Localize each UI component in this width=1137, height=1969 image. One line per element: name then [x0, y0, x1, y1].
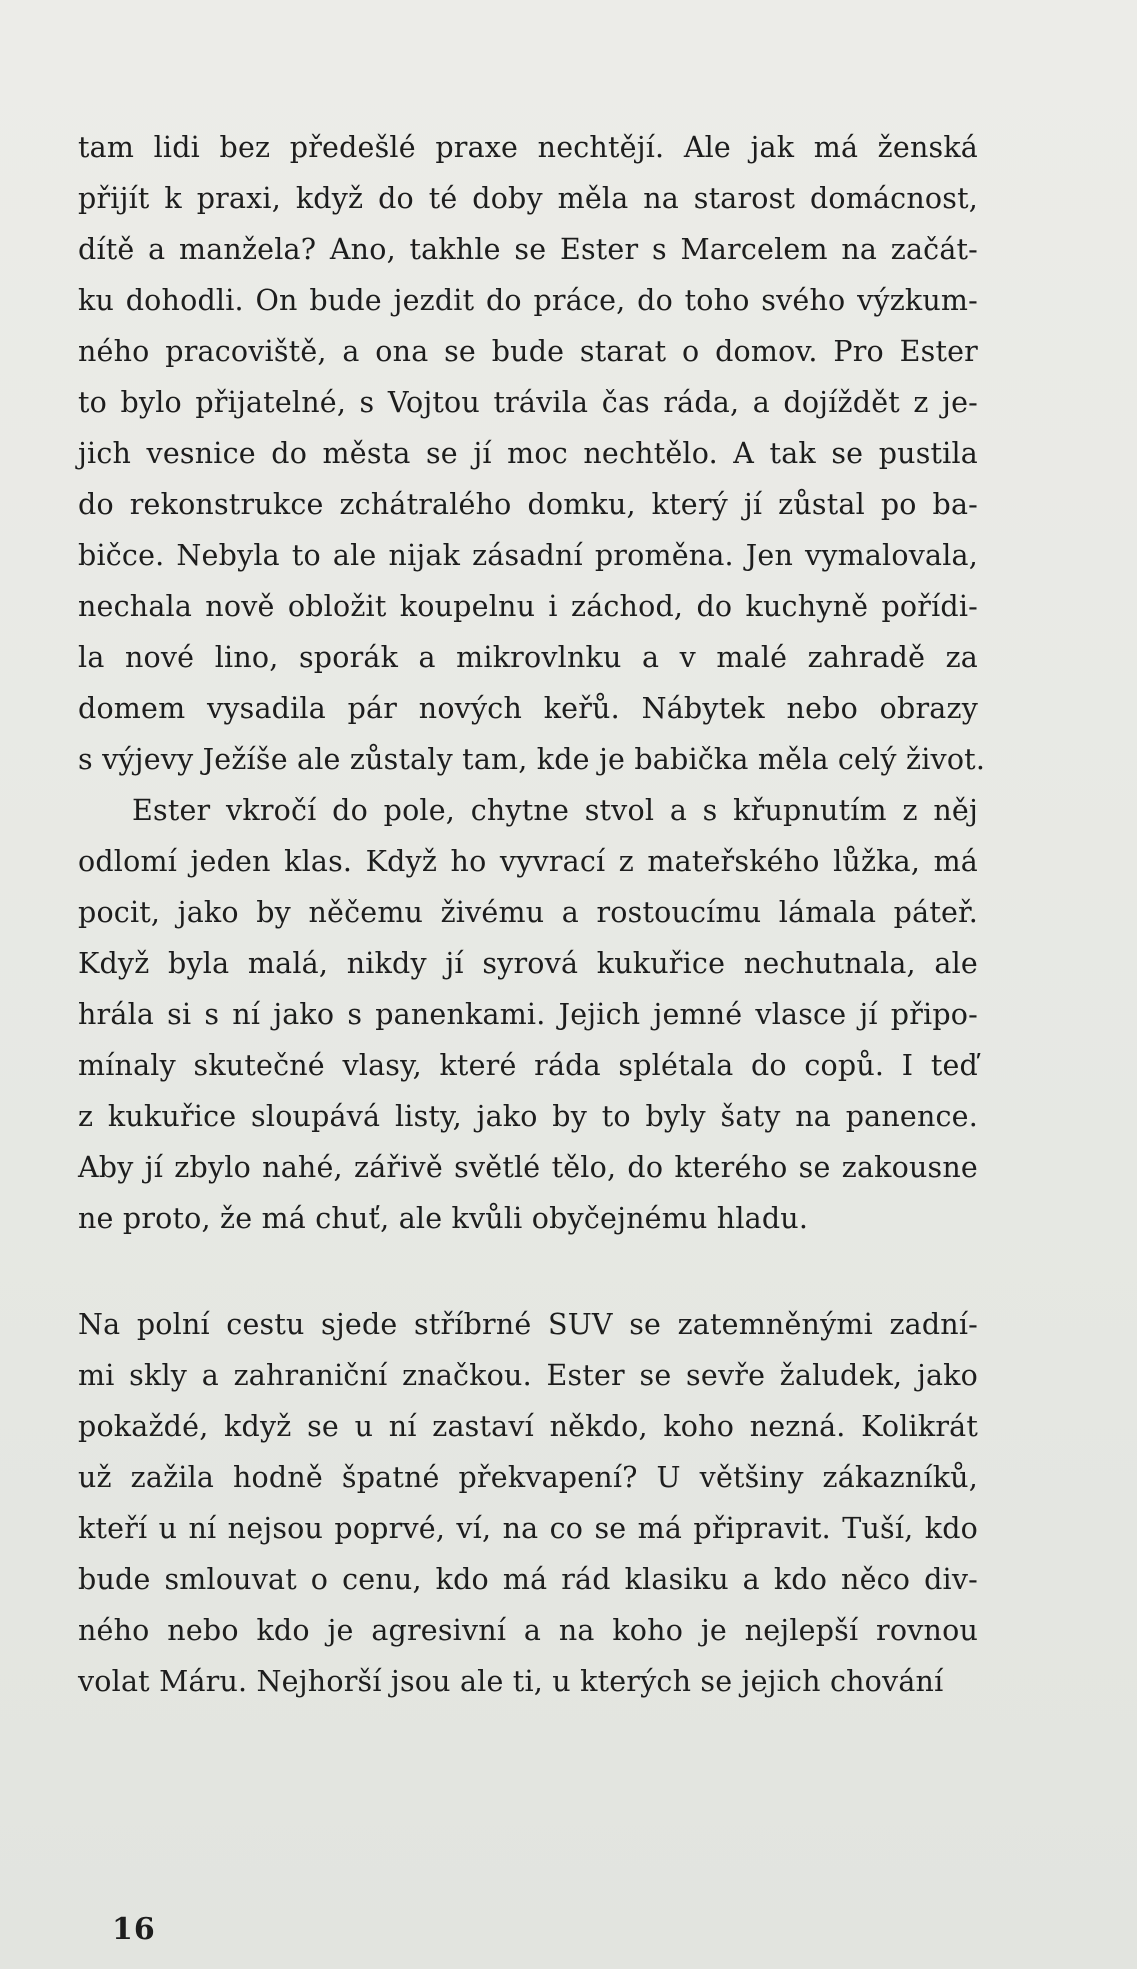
text-line: s výjevy Ježíše ale zůstaly tam, kde je babička měla celý život.: [78, 743, 986, 776]
text-line: jich vesnice do města se jí moc nechtělo. A tak se pustila: [78, 437, 978, 470]
text-line: to bylo přijatelné, s Vojtou trávila čas ráda, a dojíždět z je-: [78, 386, 978, 419]
text-line: pocit, jako by něčemu živému a rostoucímu lámala páteř.: [78, 896, 978, 929]
text-line: odlomí jeden klas. Když ho vyvrací z mateřského lůžka, má: [78, 845, 978, 878]
text-line: Ester vkročí do pole, chytne stvol a s křupnutím z něj: [132, 794, 978, 827]
text-line: kteří u ní nejsou poprvé, ví, na co se má připravit. Tuší, kdo: [78, 1512, 978, 1545]
text-line: hrála si s ní jako s panenkami. Jejich jemné vlasce jí připo-: [78, 998, 978, 1031]
text-section-second: [78, 1299, 978, 1707]
text-line: dítě a manžela? Ano, takhle se Ester s Marcelem na začát-: [78, 233, 978, 266]
text-line: přijít k praxi, když do té doby měla na starost domácnost,: [78, 182, 978, 215]
text-line: už zažila hodně špatné překvapení? U většiny zákazníků,: [78, 1461, 978, 1494]
text-line: domem vysadila pár nových keřů. Nábytek nebo obrazy: [78, 692, 978, 725]
page-number: 16: [112, 1912, 156, 1947]
text-line: mínaly skutečné vlasy, které ráda splétala do copů. I teď: [78, 1049, 978, 1082]
text-line: tam lidi bez předešlé praxe nechtějí. Ale jak má ženská: [78, 131, 978, 164]
text-line: mi skly a zahraniční značkou. Ester se sevře žaludek, jako: [78, 1359, 978, 1392]
text-line: ku dohodli. On bude jezdit do práce, do toho svého výzkum-: [78, 284, 978, 317]
text-line: la nové lino, sporák a mikrovlnku a v malé zahradě za: [78, 641, 978, 674]
text-line: Aby jí zbylo nahé, zářivě světlé tělo, do kterého se zakousne: [78, 1151, 978, 1184]
text-line: Když byla malá, nikdy jí syrová kukuřice nechutnala, ale: [78, 947, 978, 980]
text-line: pokaždé, když se u ní zastaví někdo, koho nezná. Kolikrát: [78, 1410, 978, 1443]
text-line: nechala nově obložit koupelnu i záchod, do kuchyně pořídi-: [78, 590, 978, 623]
text-line: do rekonstrukce zchátralého domku, který jí zůstal po ba-: [78, 488, 978, 521]
text-line: z kukuřice sloupává listy, jako by to byly šaty na panence.: [78, 1100, 978, 1133]
text-line: ného nebo kdo je agresivní a na koho je nejlepší rovnou: [78, 1614, 978, 1647]
text-section-first: [78, 122, 986, 1244]
text-line: ne proto, že má chuť, ale kvůli obyčejnému hladu.: [78, 1202, 809, 1235]
text-line: bude smlouvat o cenu, kdo má rád klasiku a kdo něco div-: [78, 1563, 978, 1596]
text-line: bičce. Nebyla to ale nijak zásadní proměna. Jen vymalovala,: [78, 539, 978, 572]
text-line: volat Máru. Nejhorší jsou ale ti, u kterých se jejich chování: [78, 1665, 944, 1698]
text-line: Na polní cestu sjede stříbrné SUV se zatemněnými zadní-: [78, 1308, 978, 1341]
text-line: ného pracoviště, a ona se bude starat o domov. Pro Ester: [78, 335, 978, 368]
